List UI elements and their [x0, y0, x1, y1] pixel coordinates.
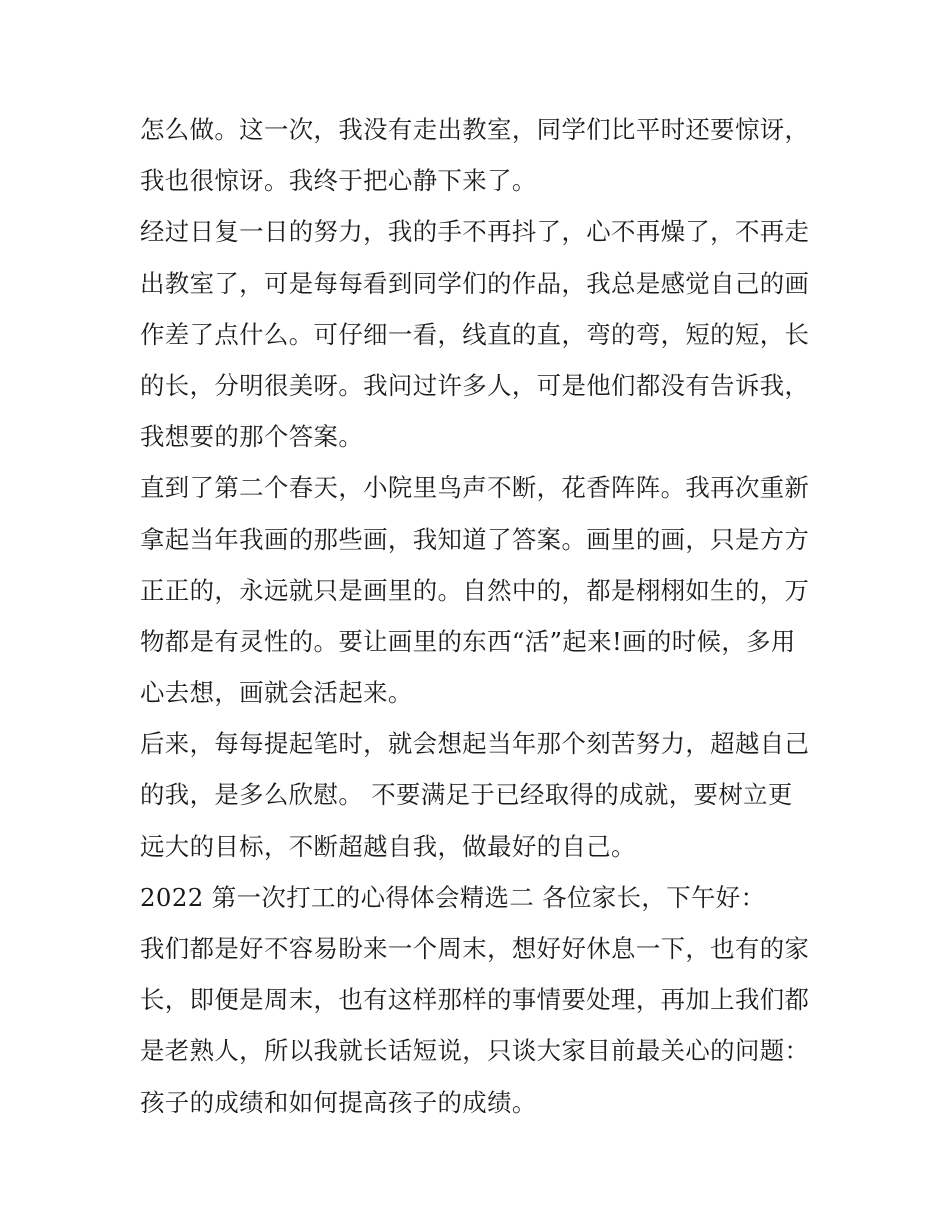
text-line: 我们都是好不容易盼来一个周末，想好好休息一下，也有的家: [140, 934, 810, 963]
text-line: 出教室了，可是每每看到同学们的作品，我总是感觉自己的画: [140, 268, 810, 298]
text-line: 作差了点什么。可仔细一看，线直的直，弯的弯，短的短，长: [140, 319, 810, 349]
text-line: 直到了第二个春天，小院里鸟声不断，花香阵阵。我再次重新: [140, 473, 810, 503]
section-heading-line: 2022 第一次打工的心得体会精选二 各位家长，下午好：: [140, 882, 766, 912]
text-line: 经过日复一日的努力，我的手不再抖了，心不再燥了，不再走: [140, 217, 810, 247]
text-line: 是老熟人，所以我就长话短说，只谈大家目前最关心的问题：: [140, 1036, 810, 1066]
text-line: 远大的目标，不断超越自我，做最好的自己。: [140, 831, 636, 861]
text-line: 心去想，画就会活起来。: [140, 678, 413, 708]
text-line: 我想要的那个答案。: [140, 422, 364, 452]
text-line: 孩子的成绩和如何提高孩子的成绩。: [140, 1087, 537, 1117]
text-line: 后来，每每提起笔时，就会想起当年那个刻苦努力，超越自己: [140, 729, 810, 759]
text-line: 拿起当年我画的那些画，我知道了答案。画里的画，只是方方: [140, 524, 810, 554]
text-line: 长，即便是周末，也有这样那样的事情要处理，再加上我们都: [140, 985, 810, 1015]
text-line: 物都是有灵性的。要让画里的东西“活”起来!画的时候，多用: [140, 626, 796, 656]
body-text: [140, 104, 830, 1128]
text-line: 怎么做。这一次，我没有走出教室，同学们比平时还要惊讶，: [140, 115, 810, 144]
text-line: 的长，分明很美呀。我问过许多人，可是他们都没有告诉我，: [140, 370, 810, 400]
text-line: 的我，是多么欣慰。 不要满足于已经取得的成就，要树立更: [140, 780, 793, 810]
text-line: 我也很惊讶。我终于把心静下来了。: [140, 166, 537, 196]
text-line: 正正的，永远就只是画里的。自然中的，都是栩栩如生的，万: [140, 575, 810, 605]
